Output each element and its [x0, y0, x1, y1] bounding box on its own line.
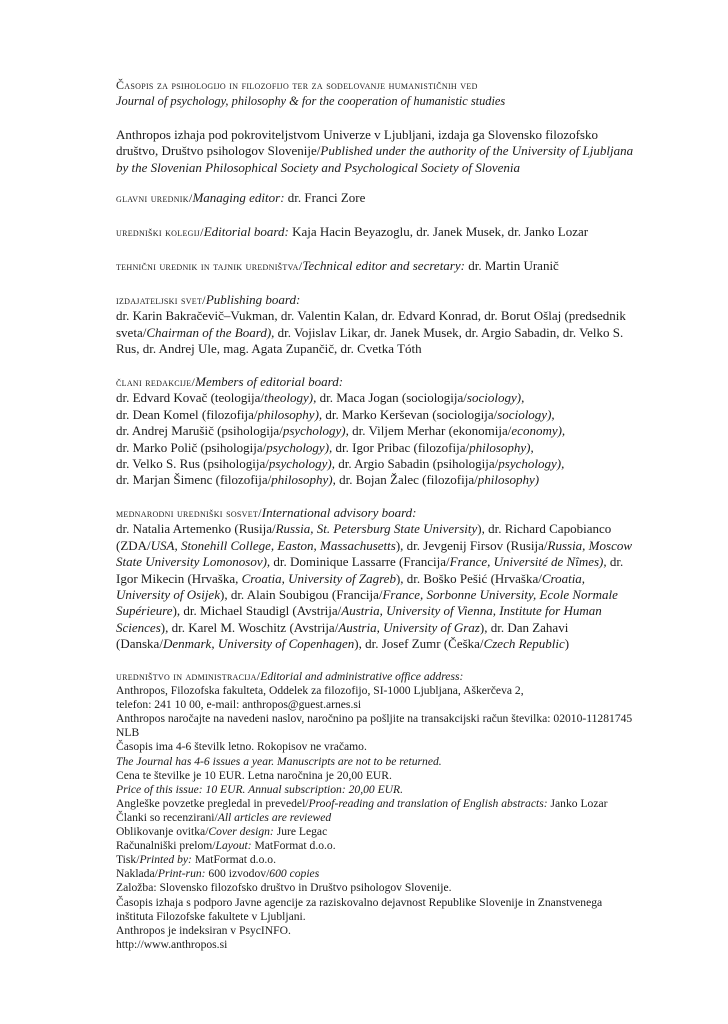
editorial-board-label-sl: uredniški kolegij/ [116, 225, 204, 239]
office-label-en: Editorial and administrative office address: [260, 670, 464, 683]
members-board-line [116, 472, 565, 488]
members-board-section [116, 374, 565, 489]
publishing-board-text-b: dr. Vojislav Likar, dr. Janek Musek, dr. Argio Sabadin, dr. Velko S. Rus, dr. Andrej Ule, mag. Agata Zupančič, dr. Cvetka Tóth [116, 324, 624, 357]
office-text: Printed by: [139, 853, 192, 867]
advisory-entry: ), dr. Richard Capobianco (ZDA/ [116, 521, 612, 553]
member-entry: dr. Marjan Šimenc (filozofija/ [116, 472, 272, 488]
member-entry: psychology), [266, 439, 333, 455]
publishing-board-members [116, 308, 636, 357]
advisory-board-members [116, 521, 636, 652]
advisory-entry: France, Sorbonne University, Ecole Normale Supérieure [116, 587, 618, 619]
office-text: Anthropos je indeksiran v PsycINFO. [116, 923, 291, 937]
journal-subtitle-en: Journal of psychology, philosophy & for the cooperation of humanistic studies [116, 94, 506, 108]
member-entry: psychology), [282, 423, 349, 439]
office-line [116, 924, 636, 938]
advisory-entry: dr. Natalia Artemenko (Rusija/ [116, 521, 276, 537]
member-entry: dr. Bojan Žalec (filozofija/ [335, 472, 478, 488]
office-line [116, 853, 636, 867]
journal-header [116, 78, 505, 109]
office-line [116, 769, 636, 783]
office-line [116, 740, 636, 754]
member-entry: psychology), [498, 456, 565, 472]
office-line [116, 881, 636, 895]
publisher-text-en: Published under the authority of the University of Ljubljana by the Slovenian Philosophical Society and Psychological Society of Slovenia [116, 143, 634, 175]
advisory-entry: ), dr. Jevgenij Firsov (Rusija/ [395, 537, 548, 553]
advisory-entry: Croatia, University of Zagreb [241, 570, 396, 586]
publisher-text-sl: Anthropos izhaja pod pokroviteljstvom Univerze v Ljubljani, izdaja ga Slovensko filozofsko društvo, Društvo psihologov Slovenije/ [116, 127, 598, 159]
advisory-entry: Russia, St. Petersburg State University [275, 521, 478, 537]
advisory-entry: dr. Igor Mikecin (Hrvaška, [116, 554, 624, 586]
office-text: Oblikovanje ovitka/ [116, 825, 209, 839]
office-text: 600 izvodov/ [205, 867, 270, 881]
advisory-board-label-en: International advisory board: [261, 505, 417, 520]
advisory-entry: ), dr. Dan Zahavi (Danska/ [116, 619, 569, 652]
office-text: telefon: 241 10 00, e-mail: anthropos@guest.arnes.si [116, 698, 362, 712]
office-line [116, 755, 636, 769]
office-text: Layout: [215, 839, 252, 853]
office-line [116, 712, 636, 740]
advisory-board-label-sl: mednarodni uredniški sosvet/ [116, 506, 262, 520]
office-text: Tisk/ [116, 853, 140, 867]
member-entry: dr. Andrej Marušič (psihologija/ [116, 423, 283, 439]
office-details [116, 684, 636, 952]
advisory-entry: Russia, Moscow State University Lomonosov), [116, 537, 633, 570]
office-line [116, 825, 636, 839]
advisory-entry: dr. Dominique Lassarre (Francija/ [270, 554, 450, 570]
members-board-line [116, 390, 565, 406]
office-text: Računalniški prelom/ [116, 839, 216, 853]
office-text: Anthropos naročajte na navedeni naslov, naročnino pa pošljite na transakcijski račun številka: 02010-11281745 NLB [116, 712, 633, 740]
member-entry: philosophy) [477, 472, 540, 488]
managing-editor-label-en: Managing editor: [192, 190, 285, 205]
editorial-board-label-en: Editorial board: [203, 224, 289, 239]
technical-editor-label-sl: tehnični urednik in tajnik uredništva/ [116, 259, 303, 273]
office-line [116, 783, 636, 797]
member-entry: dr. Dean Komel (filozofija/ [116, 406, 258, 422]
managing-editor-name: dr. Franci Zore [284, 190, 366, 205]
office-text: All articles are reviewed [217, 810, 332, 824]
member-entry: philosophy), [271, 472, 336, 488]
advisory-entry: ), dr. Karel M. Woschitz (Avstrija/ [160, 619, 339, 635]
office-text: Price of this issue: 10 EUR. Annual subscription: 20,00 EUR. [116, 782, 404, 796]
advisory-entry: Denmark, University of Copenhagen [162, 636, 355, 652]
office-text: Anthropos, Filozofska fakulteta, Oddelek za filozofijo, SI-1000 Ljubljana, Aškerčeva 2, [116, 684, 524, 698]
office-text: Članki so recenzirani/ [116, 810, 218, 824]
members-board-label-sl: člani redakcije/ [116, 375, 196, 389]
member-entry: philosophy), [469, 439, 534, 455]
advisory-entry: Austria, University of Vienna, Institute for Human Sciences [116, 603, 602, 635]
advisory-entry: ), dr. Alain Soubigou (Francija/ [219, 587, 383, 603]
member-entry: psychology), [268, 456, 335, 472]
office-text: Časopis ima 4-6 številk letno. Rokopisov ne vračamo. [116, 740, 367, 754]
publishing-board-text-a: dr. Karin Bakračevič–Vukman, dr. Valentin Kalan, dr. Edvard Konrad, dr. Borut Ošlaj (predsednik sveta/ [116, 308, 626, 340]
advisory-entry: ), dr. Josef Zumr (Češka/ [354, 636, 484, 652]
managing-editor-label-sl: glavni urednik/ [116, 191, 193, 205]
members-board-line [116, 407, 565, 423]
member-entry: dr. Edvard Kovač (teologija/ [116, 390, 265, 406]
advisory-entry: Austria, University of Graz [338, 619, 480, 635]
member-entry: philosophy), [257, 406, 323, 422]
advisory-entry: Czech Republic [483, 636, 565, 652]
advisory-entry: ) [564, 636, 570, 652]
editorial-board-names: Kaja Hacin Beyazoglu, dr. Janek Musek, dr. Janko Lozar [288, 224, 589, 239]
technical-editor-line [116, 258, 559, 274]
publishing-board-label-en: Publishing board: [205, 292, 301, 307]
editorial-board-line [116, 224, 588, 240]
member-entry: dr. Marko Kerševan (sociologija/ [322, 406, 498, 422]
journal-subtitle-sl: Časopis za psihologijo in filozofijo ter za sodelovanje humanističnih ved [116, 78, 478, 92]
office-line [116, 867, 636, 881]
members-board-line [116, 440, 565, 456]
office-label-sl: uredništvo in administracija/ [116, 671, 261, 683]
member-entry: economy), [511, 423, 566, 439]
advisory-board-section [116, 505, 636, 653]
office-line [116, 698, 636, 712]
member-entry: theology), [264, 390, 317, 406]
advisory-entry: ), dr. Boško Pešić (Hrvaška/ [395, 570, 542, 586]
office-text: Cover design: [208, 825, 274, 839]
managing-editor-line [116, 190, 365, 206]
office-text: The Journal has 4-6 issues a year. Manuscripts are not to be returned. [116, 754, 442, 768]
member-entry: dr. Viljem Merhar (ekonomija/ [348, 423, 512, 439]
members-board-list [116, 390, 565, 488]
member-entry: sociology), [497, 406, 555, 422]
member-entry: dr. Marko Polič (psihologija/ [116, 439, 267, 455]
advisory-entry: ), dr. Michael Staudigl (Avstrija/ [172, 603, 342, 619]
office-text: Proof-reading and translation of English abstracts: [308, 796, 548, 810]
member-entry: dr. Argio Sabadin (psihologija/ [334, 456, 499, 472]
technical-editor-label-en: Technical editor and secretary: [302, 258, 465, 273]
office-text: Angleške povzetke pregledal in prevedel/ [116, 796, 309, 810]
advisory-entry: France, Université de Nîmes), [449, 554, 607, 570]
office-line [116, 839, 636, 853]
member-entry: sociology), [466, 390, 525, 406]
advisory-entry: Croatia, University of Osijek [116, 570, 586, 603]
office-text: MatFormat d.o.o. [191, 853, 276, 867]
members-board-line [116, 456, 565, 472]
publishing-board-chair-en: Chairman of the Board), [146, 324, 275, 340]
office-text: Cena te številke je 10 EUR. Letna naročnina je 20,00 EUR. [116, 768, 392, 782]
members-board-label-en: Members of editorial board: [195, 374, 344, 389]
advisory-entry: USA, Stonehill College, Easton, Massachusetts [150, 537, 396, 553]
technical-editor-name: dr. Martin Uranič [464, 258, 559, 273]
publishing-board-label-sl: izdajateljski svet/ [116, 293, 206, 307]
office-line [116, 797, 636, 811]
office-line [116, 896, 636, 924]
office-text: Naklada/ [116, 867, 158, 881]
member-entry: dr. Maca Jogan (sociologija/ [316, 390, 467, 406]
office-line [116, 938, 636, 952]
office-text: Založba: Slovensko filozofsko društvo in Društvo psihologov Slovenije. [116, 881, 452, 895]
office-text: Janko Lozar [547, 796, 608, 810]
members-board-line [116, 423, 565, 439]
office-line [116, 811, 636, 825]
office-text: Print-run: [157, 867, 206, 881]
member-entry: dr. Velko S. Rus (psihologija/ [116, 456, 269, 472]
office-line [116, 684, 636, 698]
publisher-statement [116, 127, 636, 176]
office-text: Jure Legac [273, 825, 328, 839]
office-section [116, 670, 636, 952]
office-text: http://www.anthropos.si [116, 937, 228, 951]
publishing-board-section [116, 292, 636, 358]
office-text: Časopis izhaja s podporo Javne agencije za raziskovalno dejavnost Republike Slovenije in Znanstvenega inštituta Filozofske fakultete v Ljubljani. [116, 895, 603, 923]
office-text: 600 copies [269, 867, 320, 881]
office-text: MatFormat d.o.o. [251, 839, 336, 853]
member-entry: dr. Igor Pribac (filozofija/ [332, 439, 470, 455]
